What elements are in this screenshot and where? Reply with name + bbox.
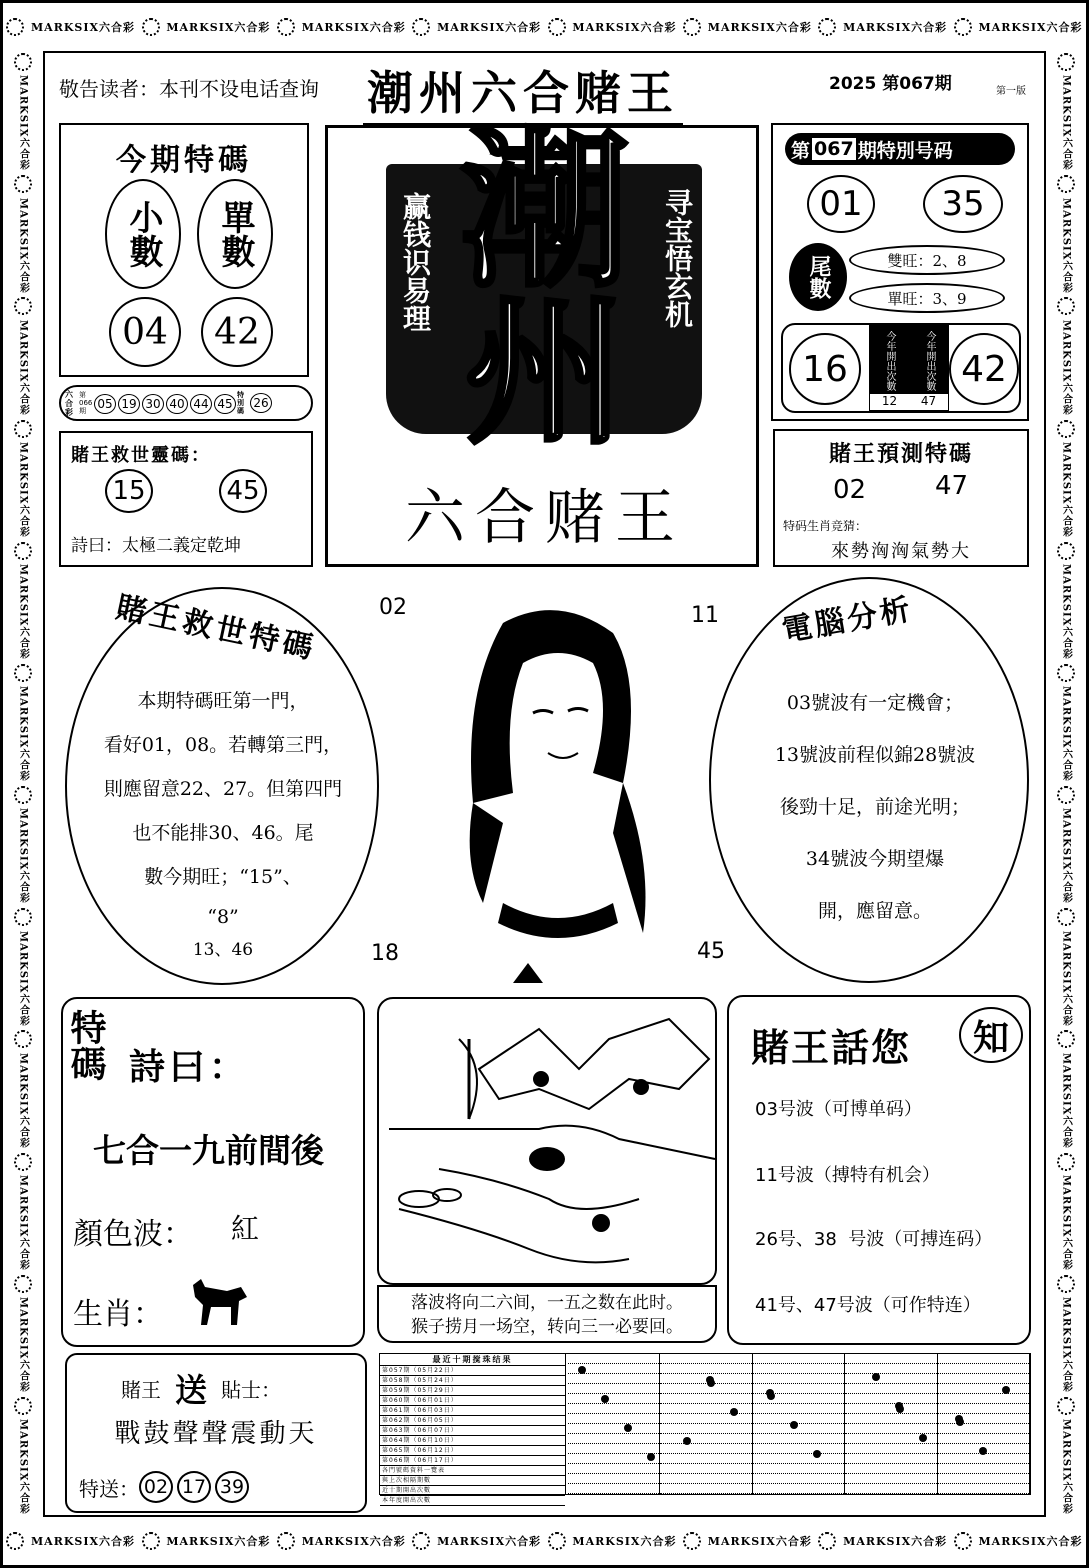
table-row: 第060期（06月01日） — [380, 1396, 565, 1406]
computer-line-2: 13號波前程似錦28號波 — [774, 744, 976, 766]
table-grid-row — [753, 1464, 844, 1474]
flower-ornament-icon — [14, 908, 32, 926]
result-ball: 30 — [142, 394, 164, 414]
table-grid-row — [753, 1364, 844, 1374]
table-grid-row — [753, 1424, 844, 1434]
flower-ornament-icon — [954, 18, 972, 36]
rescue-line-2: 看好01，08。若轉第三門， — [103, 734, 343, 756]
zodiac-label: 生肖： — [73, 1297, 163, 1332]
watermark-text: MARKSIX六合彩 — [30, 21, 136, 34]
results-label: 六合彩 — [65, 389, 73, 417]
table-grid-row — [938, 1474, 1029, 1484]
caption-line-2: 猴子捞月一场空，转向三一必要回。 — [411, 1317, 683, 1337]
table-grid-column — [568, 1354, 660, 1494]
table-grid-row — [568, 1414, 659, 1424]
table-grid-row — [568, 1464, 659, 1474]
table-grid-row — [753, 1404, 844, 1414]
computer-title: 電腦分析 — [779, 591, 916, 650]
table-grid-row — [845, 1444, 936, 1454]
flower-ornament-icon — [683, 1532, 701, 1550]
predict-box — [773, 429, 1029, 567]
table-grid-row — [660, 1424, 751, 1434]
table-grid-row — [753, 1444, 844, 1454]
rescue-special-title: 賭王救世特碼 — [112, 590, 320, 667]
table-dot-mark — [955, 1415, 963, 1423]
watermark-text: MARKSIX六合彩 — [17, 75, 29, 171]
table-grid-row — [938, 1424, 1029, 1434]
watermark-text: MARKSIX六合彩 — [707, 21, 812, 34]
table-grid-row — [753, 1454, 844, 1464]
logo-subtitle: 六合赌王 — [405, 483, 685, 553]
table-grid-row — [660, 1484, 751, 1494]
table-grid-row — [568, 1474, 659, 1484]
tips-suffix: 貼士： — [221, 1377, 282, 1402]
watermark-text: MARKSIX六合彩 — [301, 1535, 406, 1548]
table-grid-row — [938, 1404, 1029, 1414]
rescue-line-6: “8” — [207, 906, 239, 928]
table-grid-row — [845, 1394, 936, 1404]
table-grid-row — [568, 1374, 659, 1384]
table-grid-row — [845, 1404, 936, 1414]
table-dot-mark — [624, 1424, 632, 1432]
watermark-text: MARKSIX六合彩 — [17, 319, 29, 416]
watermark-strip-bottom — [3, 1517, 1086, 1565]
table-footer-row: 本年度開出次數 — [380, 1496, 565, 1506]
table-grid-column — [845, 1354, 937, 1494]
rescue-line-3: 則應留意22、27。但第四門 — [103, 778, 343, 800]
table-grid-row — [938, 1484, 1029, 1494]
flower-ornament-icon — [14, 786, 32, 804]
table-grid-row — [938, 1434, 1029, 1444]
flower-ornament-icon — [548, 18, 566, 36]
flower-ornament-icon — [142, 18, 160, 36]
watermark-text: MARKSIX六合彩 — [437, 21, 542, 34]
issue-number: 第067期 — [882, 74, 952, 94]
table-grid-row — [938, 1414, 1029, 1424]
table-grid-row — [845, 1374, 936, 1384]
photo-num-br: 45 — [697, 939, 725, 964]
count-col1-value: 12 — [881, 394, 898, 408]
rescue-line-5: 數今期旺；“15”、 — [144, 866, 302, 888]
table-grid-row — [753, 1434, 844, 1444]
flower-ornament-icon — [14, 664, 32, 682]
special-poem-box — [61, 997, 365, 1347]
logo-char-1: 潮 — [459, 113, 630, 311]
flower-ornament-icon — [818, 1532, 836, 1550]
table-grid-row — [660, 1434, 751, 1444]
flower-ornament-icon — [412, 18, 430, 36]
table-grid-row — [660, 1404, 751, 1414]
computer-body — [725, 677, 1025, 937]
flower-ornament-icon — [1057, 542, 1075, 560]
flower-ornament-icon — [412, 1532, 430, 1550]
table-footer-row: 各門號碼資料一覽表 — [380, 1466, 565, 1476]
flower-ornament-icon — [277, 18, 295, 36]
flower-ornament-icon — [14, 1275, 32, 1293]
predict-title: 賭王預測特碼 — [828, 442, 973, 467]
table-grid-column — [660, 1354, 752, 1494]
tips-send-label: 特送： — [79, 1476, 139, 1501]
table-grid-row — [660, 1394, 751, 1404]
table-grid-row — [660, 1464, 751, 1474]
flower-ornament-icon — [142, 1532, 160, 1550]
table-grid-row — [568, 1484, 659, 1494]
count-col2-value: 47 — [920, 394, 937, 408]
results-period: 第066期 — [79, 391, 93, 415]
table-grid-row — [845, 1454, 936, 1464]
table-dot-mark — [578, 1366, 586, 1374]
tips-send — [79, 1471, 249, 1503]
table-row: 第062期（06月05日） — [380, 1416, 565, 1426]
table-grid-row — [660, 1444, 751, 1454]
flower-ornament-icon — [1057, 1397, 1075, 1415]
table-footer-row: 與上次相隔期數 — [380, 1476, 565, 1486]
watermark-text: MARKSIX六合彩 — [843, 21, 948, 34]
table-footer-row: 近十期開出次數 — [380, 1486, 565, 1496]
table-grid-row — [568, 1384, 659, 1394]
table-dot-mark — [601, 1395, 609, 1403]
table-grid-column — [938, 1354, 1030, 1494]
flower-ornament-icon — [1057, 420, 1075, 438]
watermark-text: MARKSIX六合彩 — [166, 1535, 271, 1548]
table-grid-row — [660, 1474, 751, 1484]
predict-num-2: 47 — [935, 471, 969, 501]
table-grid-row — [568, 1434, 659, 1444]
king-talk-item-2: 11号波（搏特有机会） — [755, 1165, 940, 1186]
special-header — [785, 133, 1015, 165]
poem-text: 七合一九前間後 — [93, 1131, 324, 1170]
table-dot-mark — [1002, 1386, 1010, 1394]
rescue-poem: 詩曰：太極二義定乾坤 — [71, 536, 241, 556]
attr-odd-oval: 單數 — [197, 179, 273, 289]
this-period-num1: 04 — [109, 297, 181, 367]
table-row: 第063期（06月07日） — [380, 1426, 565, 1436]
watermark-text: MARKSIX六合彩 — [1060, 1297, 1072, 1393]
predict-phrase: 來勢洶洶氣勢大 — [831, 541, 971, 562]
table-grid-row — [938, 1464, 1029, 1474]
flower-ornament-icon — [277, 1532, 295, 1550]
result-ball: 05 — [94, 394, 116, 414]
picture-caption-box — [377, 1285, 717, 1343]
table-grid-row — [845, 1384, 936, 1394]
table-dot-mark — [647, 1453, 655, 1461]
table-grid-row — [660, 1414, 751, 1424]
tips-send-num-1: 02 — [139, 1471, 173, 1503]
tail-single: 單旺：3、9 — [849, 283, 1005, 313]
flower-ornament-icon — [1057, 175, 1075, 193]
flower-ornament-icon — [14, 420, 32, 438]
rescue-codes-title: 賭王救世靈碼： — [71, 445, 211, 466]
tips-send-num-2: 17 — [177, 1471, 211, 1503]
results-balls — [93, 393, 237, 414]
special-num-2: 35 — [923, 175, 1003, 233]
special-suffix: 期特別号码 — [857, 139, 953, 162]
result-ball: 44 — [190, 394, 212, 414]
this-period-num2: 42 — [201, 297, 273, 367]
watermark-text: MARKSIX六合彩 — [1060, 808, 1072, 904]
color-wave-value: 紅 — [231, 1212, 260, 1245]
color-wave-label: 顏色波： — [73, 1217, 193, 1252]
tips-prefix: 賭王 — [121, 1377, 161, 1402]
table-grid-row — [660, 1454, 751, 1464]
king-talk-box — [727, 995, 1031, 1345]
table-grid-row — [753, 1474, 844, 1484]
table-grid-row — [938, 1384, 1029, 1394]
watermark-text: MARKSIX六合彩 — [978, 21, 1083, 34]
horse-icon — [187, 1277, 251, 1329]
count-values — [869, 393, 949, 411]
table-grid-row — [845, 1464, 936, 1474]
notice-text: 敬告读者：本刊不设电话查询 — [59, 77, 319, 101]
table-grid-row — [938, 1454, 1029, 1464]
results-table — [379, 1353, 1031, 1504]
flower-ornament-icon — [6, 18, 24, 36]
flower-ornament-icon — [1057, 786, 1075, 804]
predict-num-1: 02 — [833, 475, 867, 505]
result-ball: 45 — [214, 394, 236, 414]
last-results-strip — [59, 385, 313, 421]
watermark-text: MARKSIX六合彩 — [1060, 1052, 1072, 1149]
table-grid-row — [845, 1414, 936, 1424]
watermark-text: MARKSIX六合彩 — [17, 930, 29, 1027]
watermark-text: MARKSIX六合彩 — [30, 1535, 136, 1548]
watermark-text: MARKSIX六合彩 — [437, 1535, 542, 1548]
logo-box — [325, 113, 759, 567]
king-talk-badge: 知 — [959, 1007, 1023, 1063]
flower-ornament-icon — [1057, 664, 1075, 682]
results-table-title: 最近十期搅珠结果 — [380, 1354, 565, 1366]
edition-label: 第一版 — [996, 86, 1026, 97]
computer-line-1: 03號波有一定機會； — [786, 692, 964, 714]
watermark-text: MARKSIX六合彩 — [17, 686, 29, 782]
table-row: 第065期（06月12日） — [380, 1446, 565, 1456]
watermark-text: MARKSIX六合彩 — [1060, 441, 1072, 538]
count-panel — [781, 323, 1021, 413]
watermark-text: MARKSIX六合彩 — [707, 1535, 812, 1548]
special-issue: 067 — [814, 138, 854, 160]
watermark-text: MARKSIX六合彩 — [843, 1535, 948, 1548]
landscape-drawing — [379, 999, 715, 1283]
table-dot-mark — [813, 1450, 821, 1458]
rescue-code-1: 15 — [105, 469, 153, 513]
result-ball: 40 — [166, 394, 188, 414]
watermark-text: MARKSIX六合彩 — [17, 1297, 29, 1393]
watermark-text: MARKSIX六合彩 — [1060, 1174, 1072, 1271]
table-grid-row — [568, 1394, 659, 1404]
table-grid-row — [845, 1424, 936, 1434]
table-dot-mark — [979, 1447, 987, 1455]
flower-ornament-icon — [818, 18, 836, 36]
table-row: 第061期（06月03日） — [380, 1406, 565, 1416]
flower-ornament-icon — [14, 297, 32, 315]
computer-line-3: 後勁十足，前途光明； — [779, 796, 970, 818]
flower-ornament-icon — [14, 53, 32, 71]
this-period-box — [59, 123, 309, 377]
watermark-text: MARKSIX六合彩 — [1060, 564, 1072, 660]
watermark-text: MARKSIX六合彩 — [1060, 1419, 1072, 1515]
poem-heading: 詩曰： — [129, 1047, 250, 1088]
table-grid-row — [845, 1484, 936, 1494]
rescue-line-7: 13、46 — [192, 940, 254, 960]
special-numbers-box — [771, 123, 1029, 421]
king-talk-title: 賭王話您 — [751, 1026, 912, 1070]
watermark-text: MARKSIX六合彩 — [166, 21, 271, 34]
watermark-text: MARKSIX六合彩 — [1060, 75, 1072, 171]
flower-ornament-icon — [1057, 53, 1075, 71]
table-row: 第058期（05月24日） — [380, 1376, 565, 1386]
flower-ornament-icon — [683, 18, 701, 36]
rescue-code-2: 45 — [219, 469, 267, 513]
photo-num-bl: 18 — [371, 941, 399, 966]
count-labels — [869, 325, 949, 393]
flower-ornament-icon — [14, 1153, 32, 1171]
this-period-title: 今期特碼 — [116, 143, 252, 178]
table-grid-row — [938, 1394, 1029, 1404]
watermark-text: MARKSIX六合彩 — [17, 1174, 29, 1271]
table-row: 第064期（06月10日） — [380, 1436, 565, 1446]
table-row: 第057期（05月22日） — [380, 1366, 565, 1376]
table-grid-row — [938, 1364, 1029, 1374]
landscape-picture-box — [377, 997, 717, 1285]
watermark-text: MARKSIX六合彩 — [17, 1419, 29, 1515]
flower-ornament-icon — [14, 1030, 32, 1048]
attr-small-oval: 小數 — [105, 179, 181, 289]
flower-ornament-icon — [548, 1532, 566, 1550]
tips-phrase: 戰鼓聲聲震動天 — [114, 1419, 318, 1449]
table-grid-row — [938, 1374, 1029, 1384]
table-grid-row — [568, 1454, 659, 1464]
watermark-text: MARKSIX六合彩 — [1060, 197, 1072, 294]
table-grid-row — [845, 1364, 936, 1374]
issue-year: 2025 — [829, 74, 877, 94]
watermark-text: MARKSIX六合彩 — [17, 197, 29, 294]
table-dot-mark — [766, 1389, 774, 1397]
count-col1-label: 今年開出次數 — [884, 331, 895, 391]
poem-vertical-label: 特碼 — [65, 1009, 106, 1081]
tail-label: 尾數 — [789, 243, 847, 311]
watermark-text: MARKSIX六合彩 — [572, 1535, 677, 1548]
count-left-num: 16 — [789, 333, 861, 405]
table-grid-row — [753, 1484, 844, 1494]
logo-left-slogan: 赢钱识易理 — [399, 192, 432, 332]
rescue-line-4: 也不能排30、46。尾 — [132, 822, 314, 844]
flower-ornament-icon — [1057, 1153, 1075, 1171]
tips-big-char: 送 — [175, 1371, 208, 1409]
watermark-text: MARKSIX六合彩 — [1060, 686, 1072, 782]
watermark-text: MARKSIX六合彩 — [17, 441, 29, 538]
rescue-codes-box — [59, 431, 313, 567]
watermark-strip-right — [1046, 51, 1086, 1517]
count-right-num: 42 — [949, 333, 1019, 405]
results-special: 26 — [250, 393, 272, 413]
table-grid-row — [568, 1354, 659, 1364]
tail-double: 雙旺：2、8 — [849, 245, 1005, 275]
woman-portrait-image — [443, 603, 673, 983]
masthead-title: 潮州六合赌王 — [363, 57, 683, 126]
watermark-text: MARKSIX六合彩 — [978, 1535, 1083, 1548]
watermark-text: MARKSIX六合彩 — [1060, 930, 1072, 1027]
table-row: 第059期（05月29日） — [380, 1386, 565, 1396]
photo-num-tl: 02 — [379, 595, 407, 620]
table-grid-row — [845, 1354, 936, 1364]
logo-char-2: 州 — [464, 279, 625, 466]
table-grid-row — [660, 1354, 751, 1364]
table-grid-row — [845, 1474, 936, 1484]
flower-ornament-icon — [14, 542, 32, 560]
rescue-line-1: 本期特碼旺第一門， — [137, 690, 309, 712]
table-grid-row — [660, 1384, 751, 1394]
table-grid-row — [753, 1414, 844, 1424]
king-talk-item-1: 03号波（可博单码） — [755, 1099, 922, 1120]
flower-ornament-icon — [1057, 1275, 1075, 1293]
caption-line-1: 落波将向二六间，一五之数在此时。 — [411, 1293, 683, 1313]
special-prefix: 第 — [791, 139, 811, 162]
table-dot-mark — [790, 1421, 798, 1429]
result-ball: 19 — [118, 394, 140, 414]
results-table-left — [380, 1354, 566, 1504]
issue-info — [829, 69, 952, 94]
table-grid-row — [568, 1444, 659, 1454]
table-grid-row — [568, 1404, 659, 1414]
watermark-text: MARKSIX六合彩 — [1060, 319, 1072, 416]
king-talk-item-3: 26号、38 号波（可搏连码） — [755, 1229, 993, 1250]
rescue-special-body — [73, 679, 373, 965]
results-table-grid — [568, 1354, 1030, 1494]
king-talk-item-4: 41号、47号波（可作特连） — [755, 1295, 981, 1316]
tips-box — [65, 1353, 367, 1513]
flower-ornament-icon — [6, 1532, 24, 1550]
table-grid-row — [938, 1354, 1029, 1364]
special-label: 特別碼 — [237, 391, 244, 415]
count-col2-label: 今年開出次數 — [924, 331, 935, 391]
table-grid-row — [660, 1364, 751, 1374]
flower-ornament-icon — [954, 1532, 972, 1550]
tips-send-num-3: 39 — [215, 1471, 249, 1503]
results-table-rows — [380, 1366, 565, 1466]
table-row: 第066期（06月17日） — [380, 1456, 565, 1466]
results-table-footer — [380, 1466, 565, 1506]
photo-num-tr: 11 — [691, 603, 719, 628]
flower-ornament-icon — [1057, 908, 1075, 926]
predict-zodiac-label: 特码生肖竞猜： — [783, 519, 868, 533]
watermark-text: MARKSIX六合彩 — [301, 21, 406, 34]
computer-line-5: 開，應留意。 — [817, 900, 932, 922]
computer-line-4: 34號波今期望爆 — [805, 848, 945, 870]
watermark-strip-left — [3, 51, 43, 1517]
table-grid-row — [753, 1374, 844, 1384]
table-grid-row — [753, 1354, 844, 1364]
flower-ornament-icon — [1057, 297, 1075, 315]
tips-title — [121, 1365, 281, 1411]
flower-ornament-icon — [14, 175, 32, 193]
table-grid-column — [753, 1354, 845, 1494]
logo-right-slogan: 寻宝悟玄机 — [661, 188, 694, 328]
watermark-text: MARKSIX六合彩 — [572, 21, 677, 34]
table-grid-row — [568, 1424, 659, 1434]
flower-ornament-icon — [14, 1397, 32, 1415]
special-num-1: 01 — [807, 175, 875, 233]
flower-ornament-icon — [1057, 1030, 1075, 1048]
watermark-strip-top — [3, 3, 1086, 51]
watermark-text: MARKSIX六合彩 — [17, 564, 29, 660]
watermark-text: MARKSIX六合彩 — [17, 808, 29, 904]
watermark-text: MARKSIX六合彩 — [17, 1052, 29, 1149]
